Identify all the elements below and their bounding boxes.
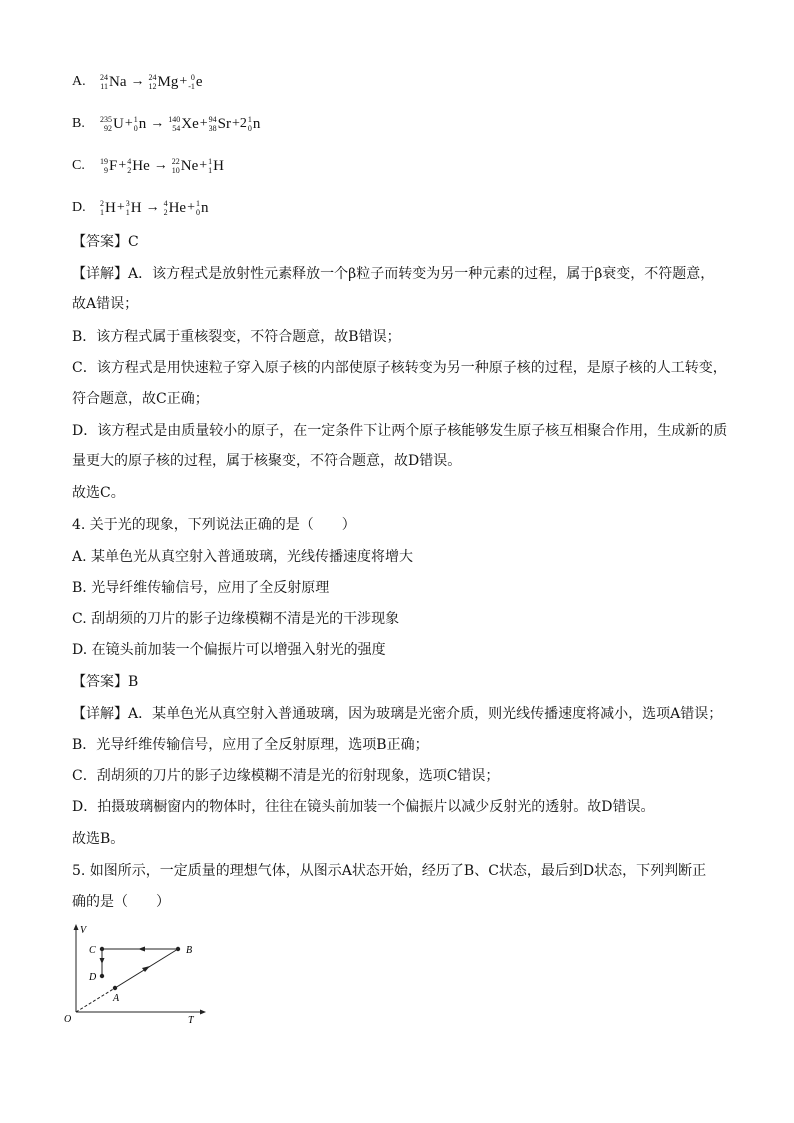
mass-number: 3 [125,199,130,208]
atomic-number: 11 [100,82,108,91]
reaction-arrow: → [145,200,160,216]
nuclide [164,198,187,218]
element-symbol: U [113,116,124,132]
element-symbol: Na [109,74,127,90]
atomic-number: 1 [208,166,213,175]
q4-stem: 4. 关于光的现象，下列说法正确的是（ ） [72,517,356,533]
atomic-number: 38 [208,124,217,133]
reaction-arrow: → [150,116,165,132]
q4-detail-a: 【详解】A．某单色光从真空射入普通玻璃，因为玻璃是光密介质，则光线传播速度将减小，选项A错误； [72,706,723,722]
option-label: B. [72,116,85,132]
atomic-number: 10 [171,166,180,175]
q3-detail-c-cont: 符合题意，故C正确； [72,391,209,407]
q3-detail-a-cont: 故A错误； [72,296,139,312]
q5-stem: 5. 如图所示，一定质量的理想气体，从图示A状态开始，经历了B、C状态，最后到D状态，下列判断正 [72,863,707,879]
option-label: D. [72,200,86,216]
q4-detail-c: C．刮胡须的刀片的影子边缘模糊不清是光的衍射现象，选项C错误； [72,768,500,784]
point-c [100,947,104,951]
mass-number: 1 [133,115,138,124]
q4-answer: 【答案】B [72,674,139,690]
plus-operator: + [199,116,208,132]
v-axis-arrow [74,924,79,930]
mass-number: 235 [100,115,112,124]
q4-detail-d: D．拍摄玻璃橱窗内的物体时，往往在镜头前加装一个偏振片以减少反射光的透射。故D错误。 [72,799,655,815]
atomic-number: 1 [125,208,130,217]
atomic-number: 92 [104,124,112,133]
nuclide [100,156,117,176]
equation-option-c [72,156,224,176]
q3-detail-b: B．该方程式属于重核裂变，不符合题意，故B错误； [72,329,401,345]
mass-number: 1 [196,199,200,208]
nuclide [149,72,179,92]
point-d [100,974,104,978]
mass-number: 140 [168,115,181,124]
q4-conclusion: 故选B。 [72,831,125,847]
nuclide [196,198,209,218]
q5-stem-cont: 确的是（ ） [72,894,170,910]
q3-detail-d-cont: 量更大的原子核的过程，属于核聚变，不符合题意，故D错误。 [72,453,462,469]
vt-diagram [62,920,212,1025]
mass-number: 22 [171,157,180,166]
mass-number: 24 [100,73,108,82]
mass-number: 94 [208,115,217,124]
point-b [176,947,180,951]
t-axis-arrow [200,1010,206,1015]
point-label-a: A [113,993,120,1004]
reaction-arrow: → [153,158,168,174]
atomic-number: 0 [133,124,138,133]
plus-operator: + [179,74,188,90]
q4-detail-b: B．光导纤维传输信号，应用了全反射原理，选项B正确； [72,737,429,753]
atomic-number: 54 [172,124,181,133]
axis-label-t: T [188,1015,194,1025]
dashed-line-oa [76,988,115,1012]
point-label-c: C [89,945,96,956]
point-a [113,986,117,990]
plus-operator: + [118,158,127,174]
nuclide [248,114,261,134]
nuclide [208,156,224,176]
q4-option-a: A. 某单色光从真空射入普通玻璃，光线传播速度将增大 [72,549,414,565]
q3-detail-d: D．该方程式是由质量较小的原子，在一定条件下让两个原子核能够发生原子核互相聚合作用，生成新的质 [72,423,728,439]
element-symbol: e [195,74,203,90]
mass-number: 1 [247,115,252,124]
nuclide [127,156,150,176]
equation-option-b [72,114,260,134]
equation-option-a [72,72,203,92]
q3-conclusion: 故选C。 [72,485,125,501]
plus-operator: +2 [232,116,247,132]
atomic-number: 12 [148,82,157,91]
atomic-number: 2 [163,208,168,217]
q3-detail-a: 【详解】A．该方程式是放射性元素释放一个β粒子而转变为另一种元素的过程，属于β衰变，不符题意， [72,266,715,282]
point-label-d: D [89,972,97,983]
nuclide [188,72,202,92]
mass-number: 4 [163,199,168,208]
option-label: C. [72,158,85,174]
nuclide [126,198,142,218]
atomic-number: 1 [100,208,104,217]
nuclide [100,198,116,218]
element-symbol: Sr [217,116,231,132]
atomic-number: 9 [104,166,108,175]
plus-operator: + [187,200,195,216]
mass-number: 4 [127,157,132,166]
atomic-number: 0 [247,124,252,133]
element-symbol: n [252,116,261,132]
reaction-arrow: → [130,74,145,90]
element-symbol: H [213,158,224,174]
q3-answer: 【答案】C [72,234,139,250]
element-symbol: Mg [157,74,179,90]
atomic-number: -1 [188,82,195,91]
element-symbol: F [109,158,118,174]
element-symbol: Ne [180,158,199,174]
nuclide [100,72,127,92]
q3-detail-c: C．该方程式是用快速粒子穿入原子核的内部使原子核转变为另一种原子核的过程，是原子核的人工转变， [72,360,727,376]
mass-number: 24 [148,73,157,82]
q4-option-b: B. 光导纤维传输信号，应用了全反射原理 [72,580,330,596]
arrow-c-to-d [100,958,105,964]
mass-number: 2 [100,199,104,208]
element-symbol: H [130,200,142,216]
plus-operator: + [124,116,133,132]
element-symbol: H [105,200,116,216]
element-symbol: n [138,116,147,132]
mass-number: 1 [208,157,213,166]
equation-option-d [72,198,209,218]
mass-number: 0 [190,73,195,82]
nuclide [172,156,199,176]
nuclide [168,114,199,134]
origin-label: O [64,1014,72,1025]
axis-label-v: V [80,925,87,936]
option-label: A. [72,74,86,90]
element-symbol: n [201,200,209,216]
plus-operator: + [116,200,125,216]
q4-option-c: C. 刮胡须的刀片的影子边缘模糊不清是光的干涉现象 [72,611,400,627]
nuclide [100,114,124,134]
nuclide [209,114,231,134]
arrow-b-to-c [138,947,145,952]
element-symbol: He [132,158,150,174]
point-label-b: B [186,945,193,956]
mass-number: 19 [100,157,108,166]
atomic-number: 2 [127,166,132,175]
atomic-number: 0 [196,208,200,217]
nuclide [134,114,147,134]
element-symbol: Xe [181,116,199,132]
plus-operator: + [199,158,208,174]
element-symbol: He [168,200,187,216]
q4-option-d: D. 在镜头前加装一个偏振片可以增强入射光的强度 [72,642,386,658]
